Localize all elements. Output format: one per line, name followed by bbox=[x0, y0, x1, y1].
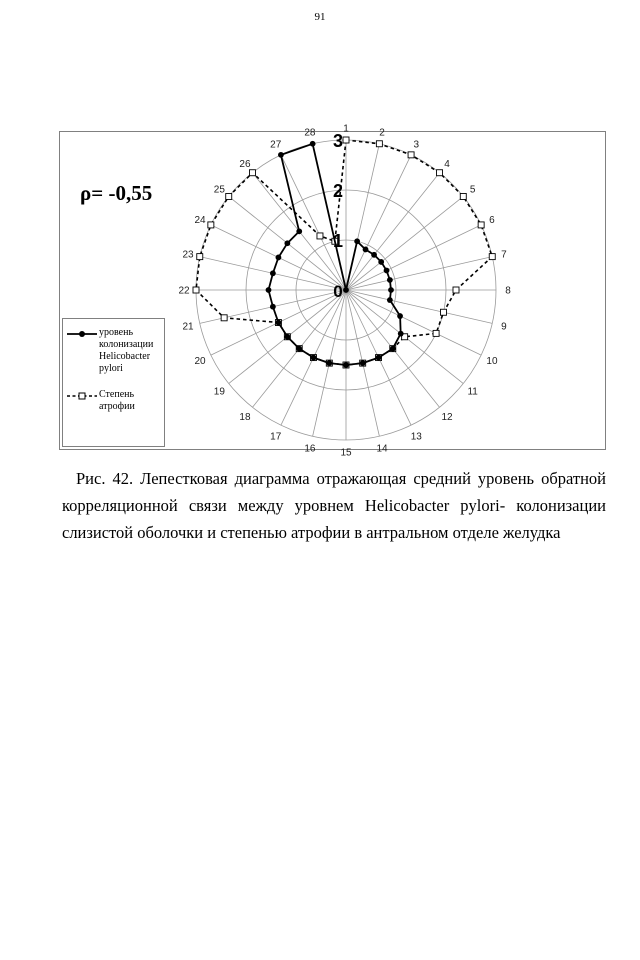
category-label: 16 bbox=[304, 443, 316, 455]
atrophy-point bbox=[440, 309, 446, 315]
category-label: 6 bbox=[489, 215, 495, 227]
category-label: 5 bbox=[469, 184, 476, 196]
atrophy-point bbox=[221, 315, 227, 321]
radar-spoke bbox=[346, 290, 481, 355]
atrophy-point bbox=[453, 287, 459, 293]
category-label: 1 bbox=[343, 123, 349, 135]
category-label: 13 bbox=[410, 431, 422, 443]
category-label: 22 bbox=[178, 285, 190, 297]
colonization-point bbox=[276, 320, 282, 326]
figure-caption: Рис. 42. Лепестковая диаграмма отражающая средний уровень обратной корреляционной связи между уровнем Helicobacter pylori- колонизации слизистой оболочки и степенью атрофии в антральном отделе желудка bbox=[62, 469, 606, 542]
atrophy-point bbox=[343, 137, 349, 143]
colonization-point bbox=[343, 362, 349, 368]
radar-spoke bbox=[281, 155, 346, 290]
colonization-point bbox=[354, 238, 360, 244]
category-label: 3 bbox=[413, 139, 420, 151]
radial-tick-label: 1 bbox=[332, 231, 344, 251]
atrophy-point bbox=[433, 330, 439, 336]
category-label: 8 bbox=[505, 285, 511, 297]
page-number: 91 bbox=[314, 11, 326, 23]
category-label: 7 bbox=[501, 249, 507, 261]
category-label: 21 bbox=[182, 321, 194, 333]
radar-series bbox=[193, 137, 495, 368]
category-label: 26 bbox=[239, 158, 251, 170]
atrophy-point bbox=[489, 254, 495, 260]
atrophy-point bbox=[249, 170, 255, 176]
radar-spoke bbox=[346, 290, 492, 323]
atrophy-point bbox=[437, 170, 443, 176]
colonization-point bbox=[311, 355, 317, 361]
colonization-point bbox=[363, 247, 369, 253]
colonization-point bbox=[388, 287, 394, 293]
category-label: 24 bbox=[194, 215, 206, 227]
category-label: 18 bbox=[239, 412, 251, 424]
radial-tick-label: 3 bbox=[332, 131, 344, 151]
radial-tick-label: 2 bbox=[332, 181, 344, 201]
atrophy-point bbox=[460, 193, 466, 199]
category-label: 11 bbox=[467, 386, 478, 398]
atrophy-point bbox=[376, 141, 382, 147]
colonization-point bbox=[398, 331, 404, 337]
legend-label-atrophy: Степень атрофии bbox=[99, 389, 135, 412]
colonization-point bbox=[390, 346, 396, 352]
colonization-point bbox=[270, 270, 276, 276]
category-label: 27 bbox=[270, 139, 282, 151]
colonization-point bbox=[387, 277, 393, 283]
colonization-point bbox=[397, 313, 403, 319]
atrophy-point bbox=[208, 222, 214, 228]
colonization-point bbox=[376, 355, 382, 361]
atrophy-series-line bbox=[196, 140, 492, 365]
category-label: 10 bbox=[486, 355, 498, 367]
category-label: 28 bbox=[304, 127, 316, 139]
colonization-point bbox=[266, 287, 272, 293]
category-label: 17 bbox=[270, 431, 282, 443]
category-label: 25 bbox=[213, 184, 225, 196]
chart-legend bbox=[62, 318, 165, 447]
category-label: 15 bbox=[340, 447, 352, 459]
colonization-point bbox=[284, 334, 290, 340]
category-label: 9 bbox=[501, 321, 507, 333]
colonization-point bbox=[326, 360, 332, 366]
colonization-point bbox=[278, 152, 284, 158]
solid-line-circle-marker-icon bbox=[67, 329, 97, 339]
colonization-point bbox=[310, 141, 316, 147]
atrophy-point bbox=[408, 152, 414, 158]
colonization-point bbox=[378, 259, 384, 265]
colonization-point bbox=[343, 287, 349, 293]
category-label: 19 bbox=[213, 386, 225, 398]
correlation-coefficient: ρ= -0,55 bbox=[80, 181, 153, 205]
radar-spoke bbox=[346, 257, 492, 290]
colonization-point bbox=[371, 252, 377, 258]
colonization-point bbox=[360, 360, 366, 366]
dashed-line-square-marker-icon bbox=[67, 391, 97, 401]
radar-spoke bbox=[346, 225, 481, 290]
category-label: 20 bbox=[194, 355, 206, 367]
colonization-point bbox=[387, 297, 393, 303]
atrophy-point bbox=[478, 222, 484, 228]
category-label: 23 bbox=[182, 249, 194, 261]
legend-label-colonization: уровень колонизации Helicobacter pylori bbox=[99, 327, 154, 374]
category-label: 12 bbox=[441, 412, 453, 424]
colonization-point bbox=[276, 255, 282, 261]
radar-spoke bbox=[346, 155, 411, 290]
colonization-point bbox=[270, 304, 276, 310]
atrophy-point bbox=[193, 287, 199, 293]
colonization-point bbox=[296, 346, 302, 352]
category-label: 14 bbox=[376, 443, 388, 455]
atrophy-point bbox=[317, 233, 323, 239]
radial-tick-label: 0 bbox=[333, 282, 343, 301]
category-label: 4 bbox=[444, 158, 450, 170]
colonization-point bbox=[284, 240, 290, 246]
colonization-point bbox=[384, 268, 390, 274]
atrophy-point bbox=[197, 254, 203, 260]
colonization-point bbox=[296, 228, 302, 234]
category-label: 2 bbox=[379, 127, 385, 139]
atrophy-point bbox=[226, 193, 232, 199]
